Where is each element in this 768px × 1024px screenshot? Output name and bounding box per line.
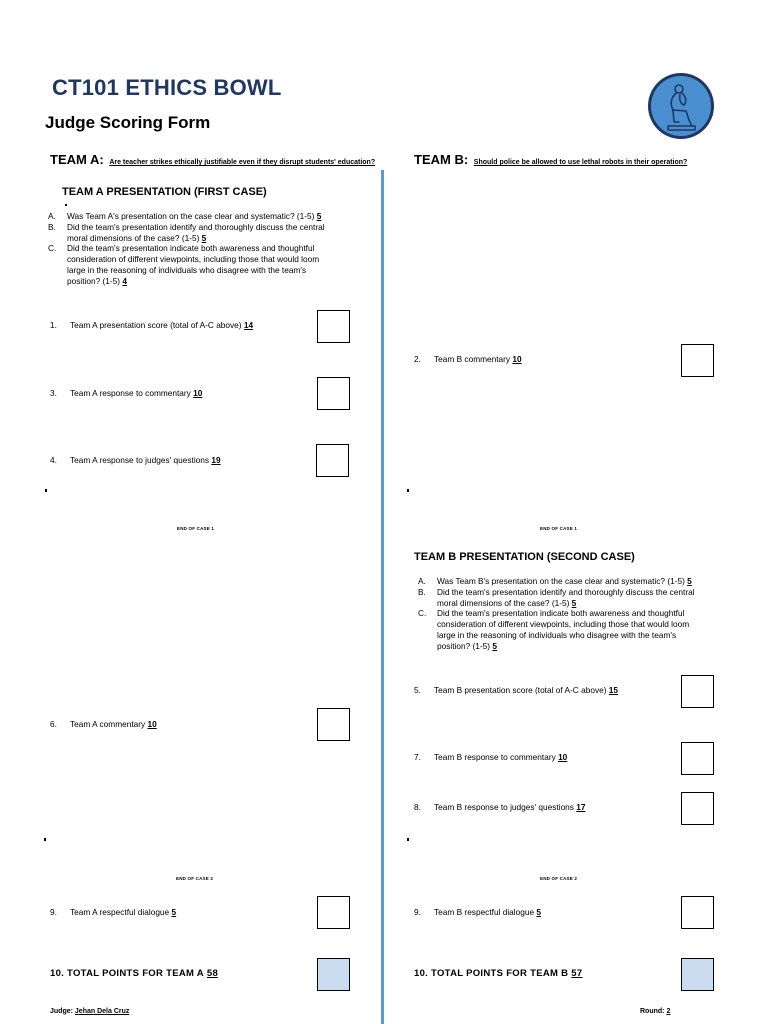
criterion-row: B. Did the team's presentation identify and thoroughly discuss the central moral dimensions of the case? (1-5) 5: [418, 586, 695, 608]
score-box[interactable]: [681, 896, 714, 929]
criterion-row: C. Did the team's presentation indicate both awareness and thoughtful consideration of different viewpoints, including those that would loom large in the reasoning of individuals who disagree with the team's position? (1-5) 4: [48, 243, 320, 286]
stray-mark: [45, 489, 47, 492]
criterion-score: 5: [316, 211, 322, 221]
round-line: Round: 2: [640, 1008, 671, 1015]
score-box[interactable]: [317, 310, 350, 343]
team-b-item-2: 2. Team B commentary 10: [414, 354, 522, 364]
item-score: 17: [576, 802, 586, 812]
form-title: CT101 ETHICS BOWL: [52, 75, 282, 100]
column-divider: [381, 170, 384, 1024]
round-value: 2: [666, 1008, 671, 1015]
team-b-criteria: [418, 576, 705, 652]
score-box[interactable]: [681, 675, 714, 708]
criterion-score: 5: [571, 597, 577, 608]
score-box[interactable]: [317, 896, 350, 929]
score-box[interactable]: [681, 792, 714, 825]
end-of-case-1: END OF CASE 1: [540, 526, 578, 531]
end-of-case-2: END OF CASE 2: [540, 876, 578, 881]
judge-line: Judge: Jehan Dela Cruz: [50, 1008, 130, 1015]
criterion-row: A. Was Team A's presentation on the case clear and systematic? (1-5) 5: [48, 211, 322, 221]
criterion-score: 5: [687, 576, 692, 586]
team-a-item-6: 6. Team A commentary 10: [50, 719, 157, 729]
item-score: 14: [243, 320, 254, 330]
team-b-question: Should police be allowed to use lethal robots in their operation?: [473, 159, 688, 166]
criterion-score: 4: [122, 275, 127, 286]
item-score: 5: [536, 907, 542, 917]
team-a-presentation-title: TEAM A PRESENTATION (FIRST CASE): [62, 186, 267, 198]
score-box[interactable]: [317, 708, 350, 741]
team-b-item-8: 8. Team B response to judges' questions 17: [414, 802, 586, 812]
item-score: 10: [558, 752, 568, 762]
stray-mark: [407, 489, 409, 492]
team-b-presentation-title: TEAM B PRESENTATION (SECOND CASE): [414, 551, 635, 563]
thinker-statue-icon: [646, 70, 716, 142]
item-score: 5: [171, 907, 177, 917]
team-a-criteria: [48, 211, 335, 287]
team-b-label: TEAM B:: [414, 152, 469, 167]
end-of-case-2: END OF CASE 2: [176, 876, 214, 881]
item-score: 10: [147, 719, 157, 729]
stray-mark: [65, 204, 67, 206]
team-b-header: [414, 152, 687, 167]
end-of-case-1: END OF CASE 1: [177, 526, 215, 531]
item-score: 10: [193, 388, 203, 398]
score-box[interactable]: [681, 742, 714, 775]
item-score: 15: [608, 685, 619, 695]
score-box[interactable]: [681, 344, 714, 377]
team-a-label: TEAM A:: [50, 152, 104, 167]
team-a-item-4: 4. Team A response to judges' questions 19: [50, 455, 221, 465]
score-box[interactable]: [316, 444, 349, 477]
criterion-score: 5: [201, 232, 207, 243]
criterion-row: C. Did the team's presentation indicate both awareness and thoughtful consideration of different viewpoints, including those that would loom large in the reasoning of individuals who disagree with the team's position? (1-5) 5: [418, 608, 690, 651]
team-b-total: 10. TOTAL POINTS FOR TEAM B 57: [414, 968, 583, 979]
item-score: 10: [512, 354, 522, 364]
team-a-total: 10. TOTAL POINTS FOR TEAM A 58: [50, 968, 219, 979]
team-b-item-9: 9. Team B respectful dialogue 5: [414, 907, 542, 917]
team-b-item-5: 5. Team B presentation score (total of A-C above) 15: [414, 685, 619, 695]
team-a-item-1: 1. Team A presentation score (total of A-C above) 14: [50, 320, 254, 330]
team-b-total-value: 57: [571, 968, 583, 979]
total-box[interactable]: [681, 958, 714, 991]
judge-name: Jehan Dela Cruz: [74, 1008, 130, 1015]
form-subtitle: Judge Scoring Form: [45, 113, 211, 132]
team-a-item-9: 9. Team A respectful dialogue 5: [50, 907, 177, 917]
total-box[interactable]: [317, 958, 350, 991]
criterion-row: A. Was Team B's presentation on the case clear and systematic? (1-5) 5: [418, 576, 692, 586]
score-box[interactable]: [317, 377, 350, 410]
team-a-total-value: 58: [206, 968, 219, 979]
stray-mark: [44, 838, 46, 841]
criterion-row: B. Did the team's presentation identify and thoroughly discuss the central moral dimensions of the case? (1-5) 5: [48, 221, 325, 243]
stray-mark: [407, 838, 409, 841]
team-b-item-7: 7. Team B response to commentary 10: [414, 752, 568, 762]
criterion-score: 5: [492, 640, 497, 651]
team-a-question: Are teacher strikes ethically justifiable even if they disrupt students' education?: [109, 159, 376, 166]
team-a-header: [50, 152, 375, 167]
item-score: 19: [211, 455, 221, 465]
team-a-item-3: 3. Team A response to commentary 10: [50, 388, 203, 398]
